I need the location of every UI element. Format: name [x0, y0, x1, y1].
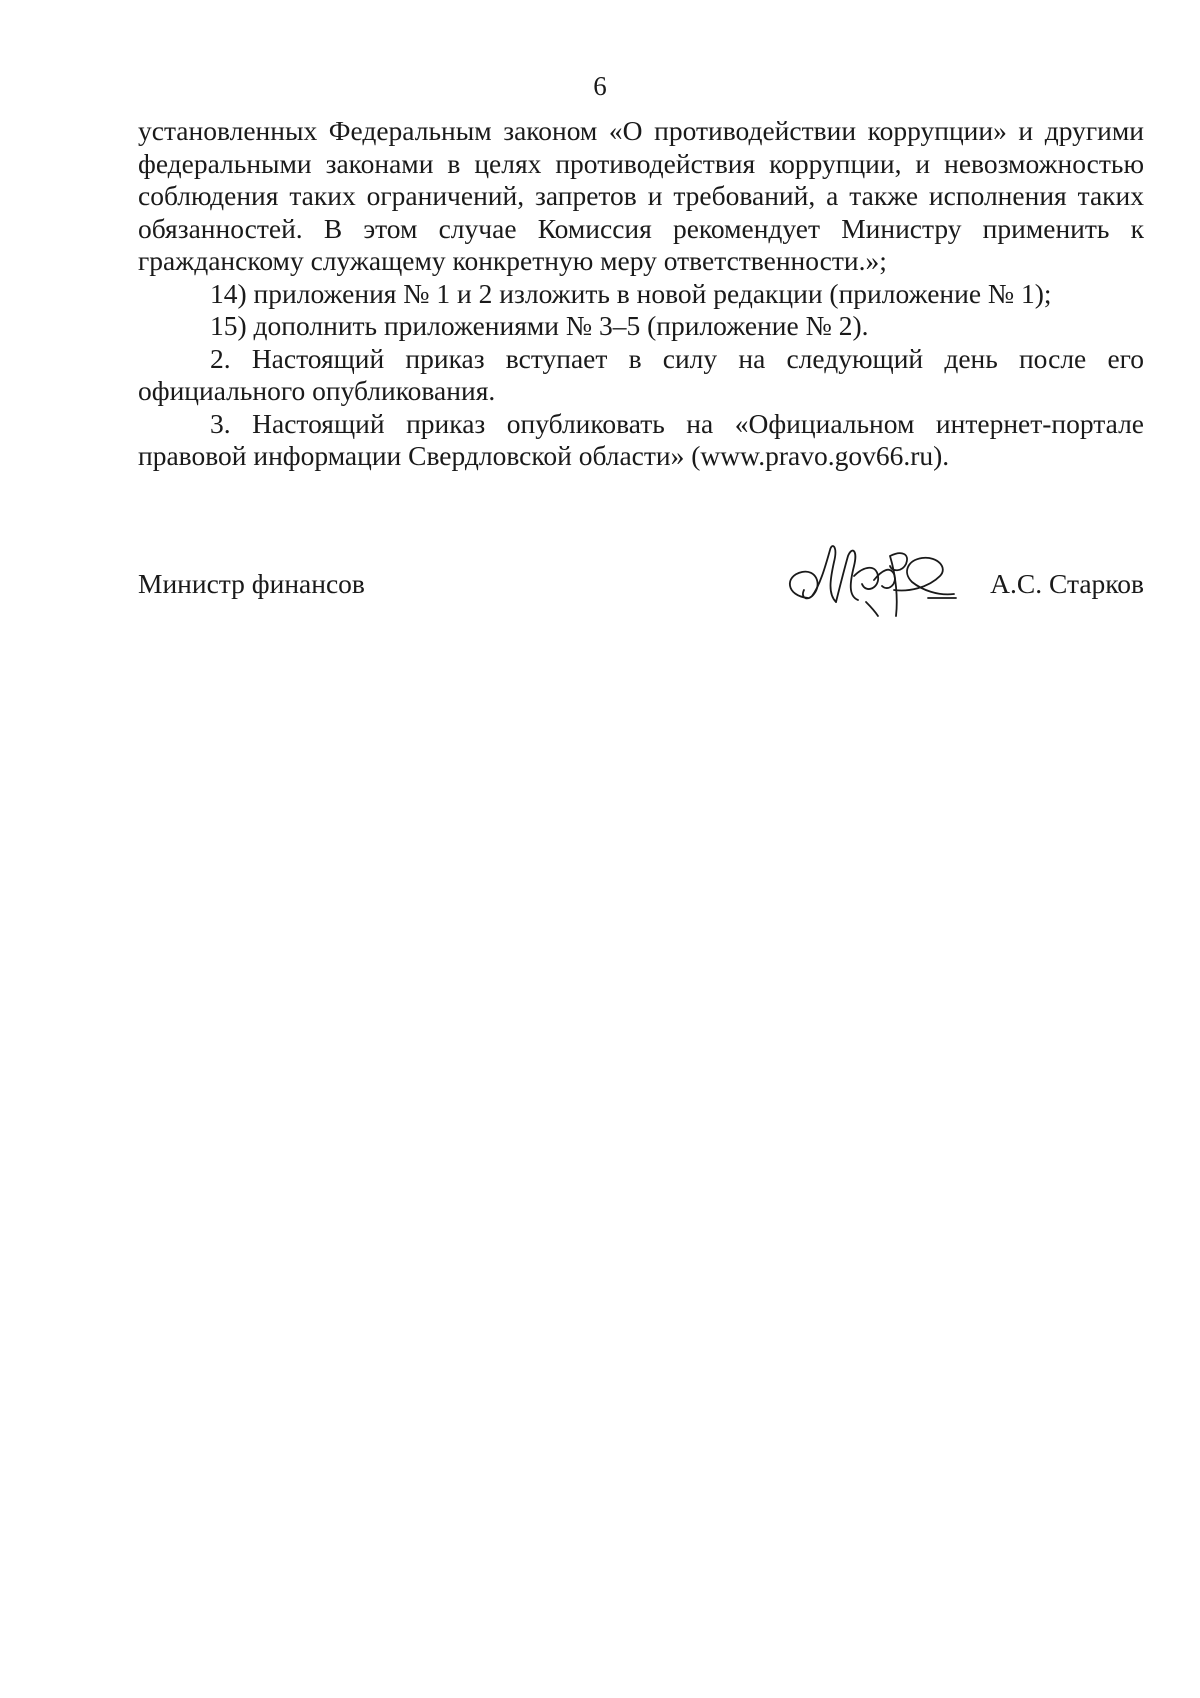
- paragraph-clause-3: 3. Настоящий приказ опубликовать на «Официальном интернет-портале правовой информации Свердловской области» (www.pravo.gov66.ru).: [138, 407, 1144, 471]
- paragraph-item-14: 14) приложения № 1 и 2 изложить в новой редакции (приложение № 1);: [210, 277, 1052, 309]
- page-number: 6: [593, 71, 607, 101]
- paragraph-continuation: установленных Федеральным законом «О противодействии коррупции» и другими федеральными законами в целях противодействия коррупции, и невозможностью соблюдения таких ограничений, запретов и требований, а также исполнения таких обязанностей. В этом случае Комиссия рекомендует Министру применить к гражданскому служащему конкретную меру ответственности.»;: [138, 115, 1144, 276]
- signatory-title: Министр финансов: [138, 568, 365, 599]
- paragraph-clause-2: 2. Настоящий приказ вступает в силу на следующий день после его официального опубликования.: [138, 342, 1144, 406]
- signature-block: [138, 548, 1144, 618]
- paragraph-item-15: 15) дополнить приложениями № 3–5 (приложение № 2).: [210, 310, 869, 341]
- signatory-name: А.С. Старков: [990, 568, 1144, 599]
- body-text: [138, 115, 1144, 473]
- handwritten-signature-icon: [778, 536, 958, 626]
